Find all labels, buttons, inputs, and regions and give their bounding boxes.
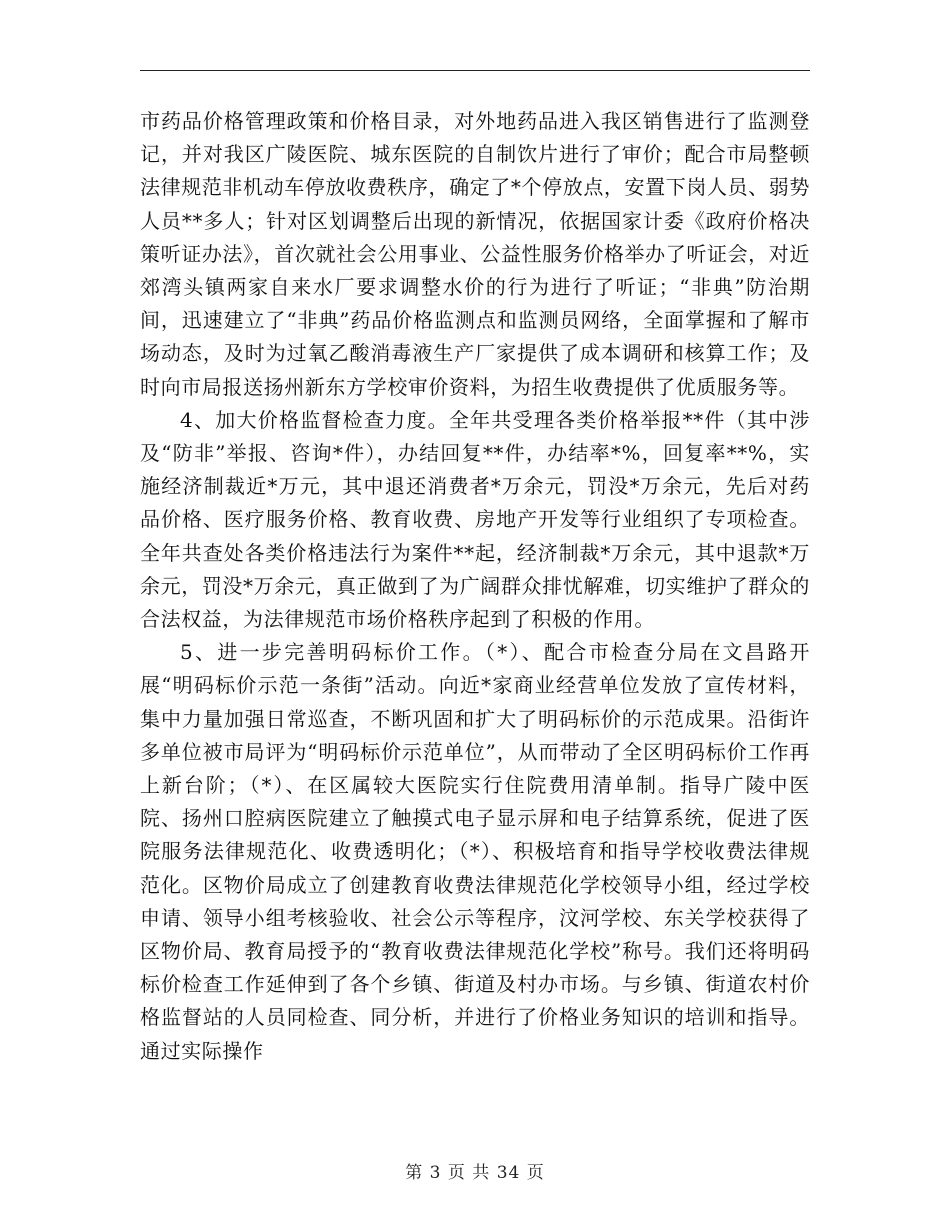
document-body [140, 105, 810, 1068]
header-rule [140, 70, 810, 71]
page-number-footer: 第 3 页 共 34 页 [405, 1163, 545, 1183]
paragraph-price-supervision: 4、加大价格监督检查力度。全年共受理各类价格举报**件（其中涉及“防非”举报、咨询*件），办结回复**件，办结率*%，回复率**%，实施经济制裁近*万元，其中退还消费者*万余元，罚没*万余元，先后对药品价格、医疗服务价格、教育收费、房地产开发等行业组织了专项检查。全年共查处各类价格违法行为案件**起，经济制裁*万余元，其中退款*万余元，罚没*万余元，真正做到了为广阔群众排忧解难，切实维护了群众的合法权益，为法律规范市场价格秩序起到了积极的作用。 [140, 407, 810, 632]
paragraph-price-labeling: 5、进一步完善明码标价工作。（*）、配合市检查分局在文昌路开展“明码标价示范一条街”活动。向近*家商业经营单位发放了宣传材料，集中力量加强日常巡查，不断巩固和扩大了明码标价的示范成果。沿街许多单位被市局评为“明码标价示范单位”，从而带动了全区明码标价工作再上新台阶；（*）、在区属较大医院实行住院费用清单制。指导广陵中医院、扬州口腔病医院建立了触摸式电子显示屏和电子结算系统，促进了医院服务法律规范化、收费透明化；（*）、积极培育和指导学校收费法律规范化。区物价局成立了创建教育收费法律规范化学校领导小组，经过学校申请、领导小组考核验收、社会公示等程序，汶河学校、东关学校获得了区物价局、教育局授予的“教育收费法律规范化学校”称号。我们还将明码标价检查工作延伸到了各个乡镇、街道及村办市场。与乡镇、街道农村价格监督站的人员同检查、同分析，并进行了价格业务知识的培训和指导。通过实际操作 [140, 640, 810, 1063]
paragraph-continuation: 市药品价格管理政策和价格目录，对外地药品进入我区销售进行了监测登记，并对我区广陵医院、城东医院的自制饮片进行了审价；配合市局整顿法律规范非机动车停放收费秩序，确定了*个停放点，安置下岗人员、弱势人员**多人；针对区划调整后出现的新情况，依据国家计委《政府价格决策听证办法》，首次就社会公用事业、公益性服务价格举办了听证会，对近郊湾头镇两家自来水厂要求调整水价的行为进行了听证；“非典”防治期间，迅速建立了“非典”药品价格监测点和监测员网络，全面掌握和了解市场动态，及时为过氧乙酸消毒液生产厂家提供了成本调研和核算工作；及时向市局报送扬州新东方学校审价资料，为招生收费提供了优质服务等。 [140, 109, 810, 399]
